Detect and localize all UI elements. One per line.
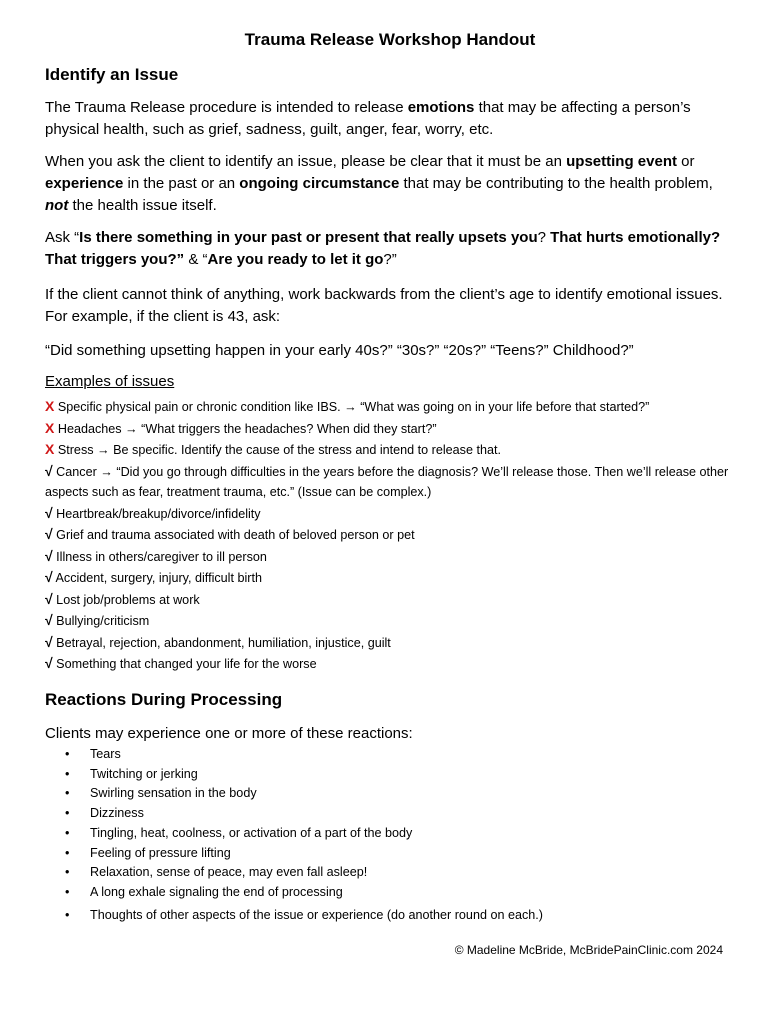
text-run: When you ask the client to identify an issue, please be clear that it must be an [45,153,567,170]
emphasis-text: emotions [407,99,475,116]
bullet-icon: • [65,747,70,761]
bullet-icon: • [65,865,70,880]
x-mark-icon: X [45,398,55,414]
reaction-item [65,765,543,785]
check-mark-icon: √ [45,569,53,585]
reaction-item [65,883,543,903]
example-item [45,610,735,632]
text-run: ? [537,229,551,246]
text-run: the health issue itself. [68,197,217,214]
reaction-text: Feeling of pressure lifting [90,845,231,860]
emphasis-text: ongoing circumstance [239,175,400,192]
emphasis-text: Are you ready to let it go [207,251,384,268]
example-item [45,589,735,611]
check-mark-icon: √ [45,547,53,564]
reaction-item [65,863,543,883]
reaction-text: Relaxation, sense of peace, may even fall asleep! [90,865,368,880]
check-mark-icon: √ [45,633,53,650]
check-mark-icon: √ [45,526,53,542]
example-item [45,524,735,546]
bullet-icon: • [65,766,70,781]
text-run: “Did something upsetting happen in your early 40s?” “30s?” “20s?” “Teens?” Childhood?” [45,342,634,359]
emphasis-text: not [45,197,69,214]
example-item [45,461,735,503]
text-run: If the client cannot think of anything, work backwards from the client’s age to identify emotional issues. For example, if the client is 43, ask: [45,286,723,325]
bullet-icon: • [65,845,70,860]
check-mark-icon: √ [45,655,53,671]
example-text: Specific physical pain or chronic condition like IBS. → “What was going on in your life before that started?” [54,400,650,414]
check-mark-icon: √ [45,590,53,607]
text-run: that may be affecting a person’s physical health, such as grief, sadness, guilt, anger, fear, worry, etc. [45,99,691,138]
ask-question-paragraph [45,227,733,271]
section-heading-reactions: Reactions During Processing [45,690,283,709]
example-text: Headaches → “What triggers the headaches? When did they start?” [54,421,437,436]
emphasis-text: That hurts emotionally? That triggers you?” [45,229,721,268]
text-run: Ask “ [45,229,80,246]
reaction-text: A long exhale signaling the end of processing [90,884,343,899]
example-text: Something that changed your life for the worse [52,657,317,671]
examples-list [45,396,735,675]
example-item [45,418,735,440]
bullet-icon: • [65,907,70,922]
text-run: & “ [184,251,208,268]
reactions-list [65,745,543,925]
age-questions-paragraph [45,340,733,362]
work-backwards-paragraph [45,284,733,328]
x-mark-icon: X [45,419,55,436]
emphasis-text: Is there something in your past or present that really upsets you [79,229,538,246]
emphasis-text: experience [45,175,124,192]
bullet-icon: • [65,825,70,840]
example-text: Lost job/problems at work [52,592,200,607]
text-run: ?” [383,251,397,268]
reaction-text: Twitching or jerking [90,766,198,781]
text-run: The Trauma Release procedure is intended to release [45,99,408,116]
reaction-item [65,906,543,926]
bullet-icon: • [65,806,70,821]
document-title: Trauma Release Workshop Handout [244,30,536,49]
bullet-icon: • [65,884,70,899]
reaction-text: Swirling sensation in the body [90,786,257,801]
example-text: Accident, surgery, injury, difficult birth [52,571,262,585]
check-mark-icon: √ [45,462,53,479]
reaction-item [65,784,543,804]
reaction-text: Dizziness [90,806,144,821]
example-text: Betrayal, rejection, abandonment, humiliation, injustice, guilt [52,635,391,650]
check-mark-icon: √ [45,612,53,628]
example-item [45,439,735,461]
section-heading-identify-issue: Identify an Issue [45,65,179,84]
example-item [45,546,735,568]
example-text: Cancer → “Did you go through difficulties in the years before the diagnosis? We’ll release those. Then we’ll release other aspects such as fear, treatment trauma, etc.” (Issue can be complex.) [45,464,729,499]
example-item [45,396,735,418]
example-text: Grief and trauma associated with death of beloved person or pet [52,528,415,542]
example-item [45,653,735,675]
reaction-item [65,824,543,844]
emphasis-text: upsetting event [566,153,677,170]
example-text: Illness in others/caregiver to ill person [52,549,267,564]
check-mark-icon: √ [45,504,53,521]
example-item [45,567,735,589]
example-item [45,632,735,654]
bullet-icon: • [65,786,70,801]
text-run: in the past or an [123,175,240,192]
text-run: or [677,153,695,170]
identify-issue-paragraph [45,151,733,217]
reaction-item [65,745,543,765]
reactions-intro: Clients may experience one or more of these reactions: [45,725,413,742]
example-text: Bullying/criticism [52,614,150,628]
reaction-text: Tears [90,747,121,761]
example-text: Stress → Be specific. Identify the cause of the stress and intend to release that. [54,443,501,457]
intro-paragraph [45,97,733,141]
copyright-footer: © Madeline McBride, McBridePainClinic.com 2024 [454,943,723,957]
reaction-text: Thoughts of other aspects of the issue or experience (do another round on each.) [90,907,543,922]
examples-heading: Examples of issues [45,373,175,390]
reaction-item [65,804,543,824]
x-mark-icon: X [45,441,55,457]
example-item [45,503,735,525]
text-run: that may be contributing to the health problem, [399,175,713,192]
reaction-item [65,844,543,864]
example-text: Heartbreak/breakup/divorce/infidelity [52,506,261,521]
reaction-text: Tingling, heat, coolness, or activation of a part of the body [90,825,413,840]
